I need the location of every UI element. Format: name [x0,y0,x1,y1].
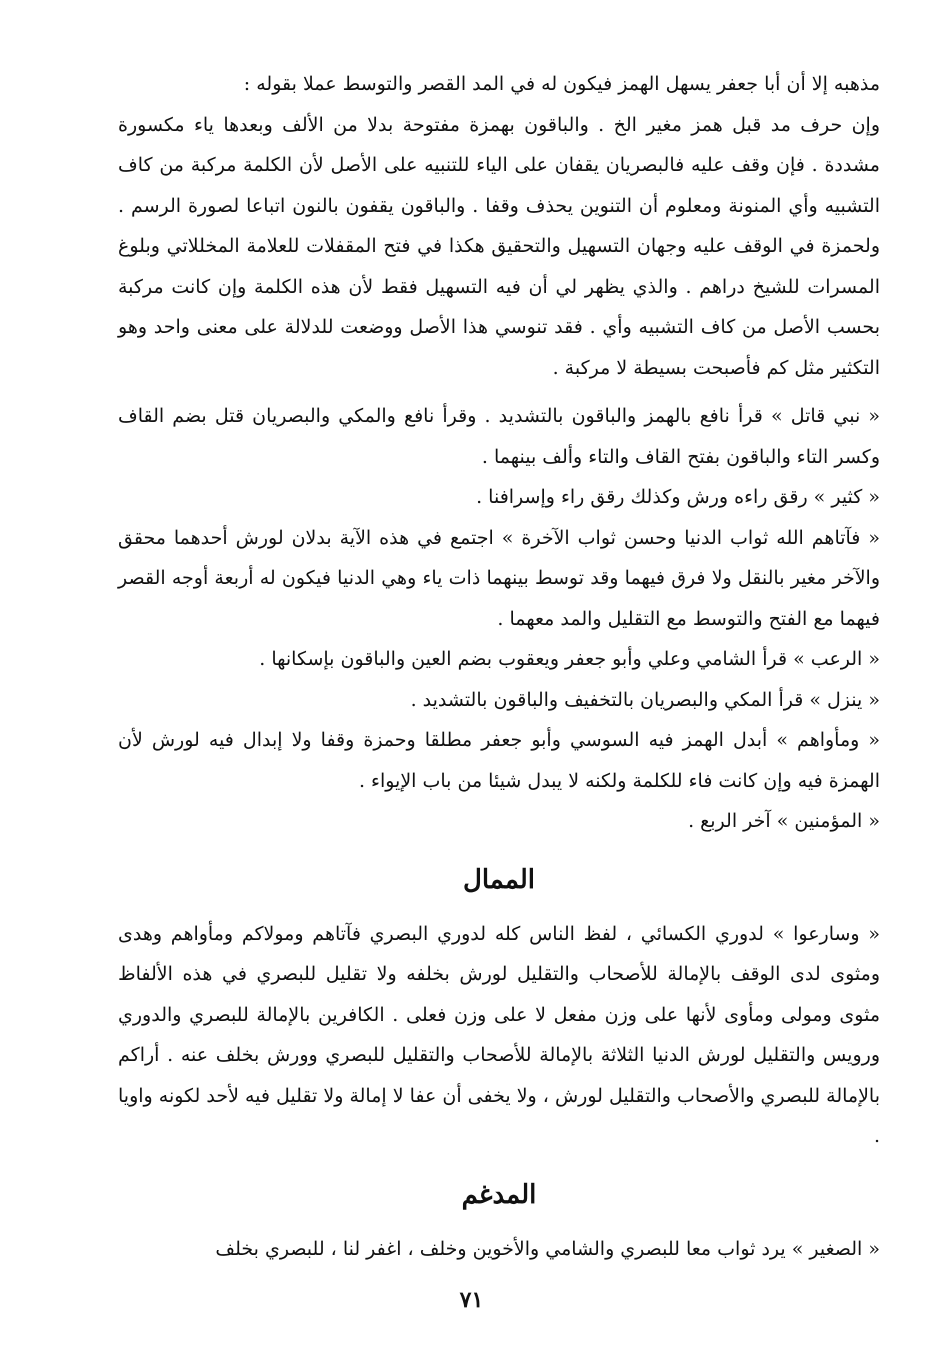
paragraph-top-3: « نبي قاتل » قرأ نافع بالهمز والباقون بالتشديد . وقرأ نافع والمكي والبصريان قتل بضم القاف وكسر التاء والباقون بفتح القاف والتاء وألف بينهما . [118,405,880,468]
paragraph-top-9: « المؤمنين » آخر الربع . [688,810,880,832]
paragraph-mumal-1: « وسارعوا » لدوري الكسائي ، لفظ الناس كله لدوري البصري فآتاهم ومولاكم ومأواهم وهدى ومثوى لدى الوقف بالإمالة للأصحاب والتقليل لورش بخلفه ولا تقليل للبصري في هذه الألفاظ مثوى ومولى ومأوى لأنها على وزن مفعل لا على وزن فعلى . الكافرين بالإمالة للبصري والدوري ورويس والتقليل لورش الدنيا الثلاثة بالإمالة للأصحاب والتقليل للبصري وورش بخلف عنه . أراكم بالإمالة للبصري والأصحاب والتقليل لورش ، ولا يخفى أن عفا لا إمالة ولا تقليل فيه لأحد لكونه واويا . [118,922,880,1147]
paragraph-top-7: « ينزل » قرأ المكي والبصريان بالتخفيف والباقون بالتشديد . [410,688,880,711]
page-number: ٧١ [459,1287,484,1313]
book-page [118,64,880,1269]
paragraph-top-2: وإن حرف مد قبل همز مغير الخ . والباقون بهمزة مفتوحة بدلا من الألف وبعدها ياء مكسورة مشددة . فإن وقف عليه فالبصريان يقفان على الياء للتنبيه على الأصل لأن الكلمة مركبة من كاف التشبيه وأي المنونة ومعلوم أن التنوين يحذف وقفا . والباقون يقفون بالنون اتباعا لصورة الرسم . ولحمزة في الوقف عليه وجهان التسهيل والتحقيق هكذا في فتح المقفلات للعلامة المخللاتي وبلوغ المسرات للشيخ دراهم . والذي يظهر لي أن فيه التسهيل فقط لأن هذه الكلمة وإن كانت مركبة بحسب الأصل من كاف التشبيه وأي . فقد تنوسي هذا الأصل ووضعت للدلالة على معنى واحد وهو التكثير مثل كم فأصبحت بسيطة لا مركبة . [118,113,880,379]
paragraph-top-1: مذهبه إلا أن أبا جعفر يسهل الهمز فيكون له في المد القصر والتوسط عملا بقوله : [243,73,880,95]
paragraph-mudgham-1: « الصغير » يرد ثواب معا للبصري والشامي والأخوين وخلف ، اغفر لنا ، للبصري بخلف [215,1237,880,1260]
paragraph-top-5: « فآتاهم الله ثواب الدنيا وحسن ثواب الآخرة » اجتمع في هذه الآية بدلان لورش أحدهما محقق والآخر مغير بالنقل ولا فرق فيهما وقد توسط بينهما ذات ياء وهي الدنيا فيكون له أربعة أوجه القصر فيهما مع الفتح والتوسط مع التقليل والمد معهما . [118,526,880,630]
paragraph-top-4: « كثير » رقق راءه ورش وكذلك رقق راء وإسرافنا . [476,486,880,508]
paragraph-top-6: « الرعب » قرأ الشامي وعلي وأبو جعفر ويعقوب بضم العين والباقون بإسكانها . [259,648,880,670]
paragraph-top-8: « ومأواهم » أبدل الهمز فيه السوسي وأبو جعفر مطلقا وحمزة وقفا ولا إبدال فيه لورش لأن الهمزة فيه وإن كانت فاء للكلمة ولكنه لا يبدل شيئا من باب الإيواء . [118,729,880,792]
section-heading-mumal: الممال [462,864,536,895]
section-heading-mudgham: المدغم [461,1179,537,1210]
